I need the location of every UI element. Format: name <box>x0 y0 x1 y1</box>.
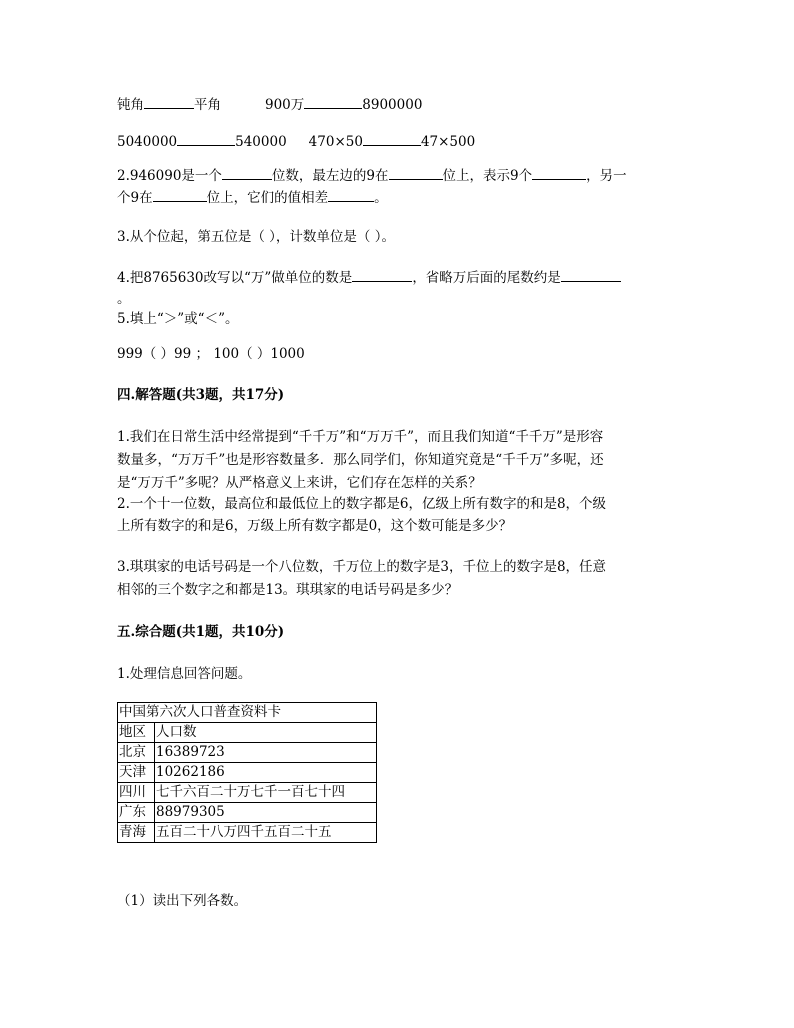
answer-blank[interactable] <box>352 267 412 282</box>
population-cell: 16389723 <box>155 743 377 763</box>
section-4-q1-line-1: 1.我们在日常生活中经常提到“千千万”和“万万千”，而且我们知道“千千万”是形容 <box>117 429 604 445</box>
question-4-line-1 <box>117 267 621 288</box>
section-4-q3-line-1: 3.琪琪家的电话号码是一个八位数，千万位上的数字是3，千位上的数字是8，任意 <box>117 559 607 575</box>
table-title-row <box>118 703 377 723</box>
table-row <box>118 743 377 763</box>
compare-right: 47×500 <box>420 134 476 150</box>
compare-left: 5040000 <box>117 134 178 150</box>
answer-blank[interactable] <box>363 131 421 146</box>
question-text: 个9在 <box>117 190 153 206</box>
section-4-q2-line-1: 2.一个十一位数，最高位和最低位上的数字都是6，亿级上所有数字的和是8，个级 <box>117 496 607 512</box>
answer-blank[interactable] <box>561 267 621 282</box>
question-text: 位数，最左边的9在 <box>271 168 389 184</box>
question-text: 2.946090是一个 <box>117 168 222 184</box>
census-table <box>117 702 377 843</box>
question-text: ，省略万后面的尾数约是 <box>412 270 561 286</box>
section-4-q1-line-3: 是“万万千”多呢？从严格意义上来讲，它们存在怎样的关系？ <box>117 475 482 491</box>
answer-blank[interactable] <box>532 165 586 180</box>
section-5-q1: 1.处理信息回答问题。 <box>117 666 252 682</box>
region-cell: 北京 <box>118 743 155 763</box>
question-3: 3.从个位起，第五位是（ ），计数单位是（ ）。 <box>117 229 395 245</box>
compare-right: 540000 <box>235 134 287 150</box>
answer-blank[interactable] <box>153 187 207 202</box>
question-2-line-1 <box>117 165 627 186</box>
column-header: 地区 <box>118 723 155 743</box>
question-text: ，另一 <box>586 168 627 184</box>
question-2-line-2 <box>117 187 388 208</box>
compare-left: 钝角 <box>117 97 144 113</box>
answer-blank[interactable] <box>144 94 194 109</box>
compare-right: 8900000 <box>362 97 423 113</box>
section-5-heading: 五.综合题(共1题，共10分) <box>117 624 285 640</box>
region-cell: 广东 <box>118 803 155 823</box>
answer-blank[interactable] <box>328 187 374 202</box>
table-row <box>118 763 377 783</box>
compare-left: 470×50 <box>308 134 363 150</box>
population-cell: 10262186 <box>155 763 377 783</box>
table-row <box>118 803 377 823</box>
table-header-row <box>118 723 377 743</box>
section-4-q2-line-2: 上所有数字的和是6，万级上所有数字都是0，这个数可能是多少？ <box>117 518 513 534</box>
section-4-heading: 四.解答题(共3题，共17分) <box>117 387 285 403</box>
table-row <box>118 783 377 803</box>
compare-row-2 <box>117 131 475 152</box>
section-4-q3-line-2: 相邻的三个数字之和都是13。琪琪家的电话号码是多少？ <box>117 582 459 598</box>
question-text: 位上，它们的值相差 <box>206 190 329 206</box>
region-cell: 四川 <box>118 783 155 803</box>
sub-question-1: （1）读出下列各数。 <box>117 893 248 909</box>
answer-blank[interactable] <box>177 131 235 146</box>
answer-blank[interactable] <box>389 165 443 180</box>
section-4-q1-line-2: 数量多，“万万千”也是形容数量多．那么同学们，你知道究竟是“千千万”多呢，还 <box>117 452 604 468</box>
question-5-prompt: 5.填上“＞”或“＜”。 <box>117 311 239 327</box>
question-text: 位上，表示9个 <box>442 168 533 184</box>
region-cell: 天津 <box>118 763 155 783</box>
population-cell: 88979305 <box>155 803 377 823</box>
column-header: 人口数 <box>155 723 377 743</box>
region-cell: 青海 <box>118 823 155 843</box>
population-cell: 七千六百二十万七千一百七十四 <box>155 783 377 803</box>
answer-blank[interactable] <box>222 165 272 180</box>
question-text: 4.把8765630改写以“万”做单位的数是 <box>117 270 353 286</box>
table-title: 中国第六次人口普查资料卡 <box>118 703 377 723</box>
question-4-tail: 。 <box>117 291 131 307</box>
answer-blank[interactable] <box>304 94 362 109</box>
compare-left: 900万 <box>265 97 305 113</box>
compare-right: 平角 <box>194 97 221 113</box>
compare-row-1 <box>117 94 422 115</box>
table-row <box>118 823 377 843</box>
question-text: 。 <box>374 190 388 206</box>
question-5-expression: 999（ ）99 ； 100（ ）1000 <box>117 346 305 362</box>
population-cell: 五百二十八万四千五百二十五 <box>155 823 377 843</box>
